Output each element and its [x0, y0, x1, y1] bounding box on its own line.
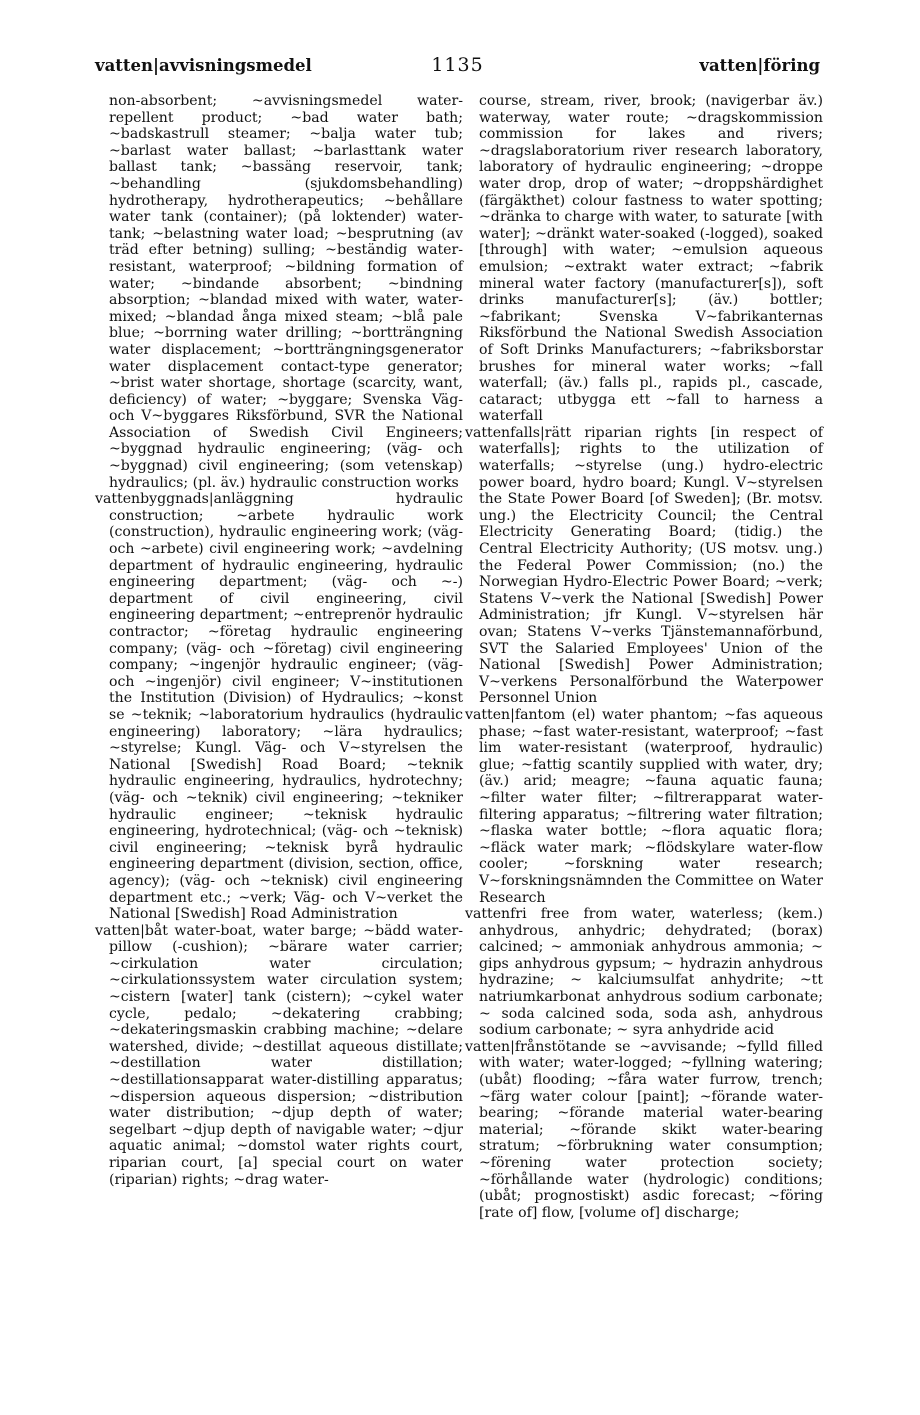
dictionary-entry: vattenfri free from water, waterless; (kem.) anhydrous, anhydric; dehydrated; (borax) calcined; ~ ammoniak anhydrous ammonia; ~ gips anhydrous gypsum; ~ hydrazin anhydrous hydrazine; ~ kalciumsulfat anhydrite; ~tt natriumkarbonat anhydrous sodium carbonate; ~ soda calcined soda, soda ash, anhydrous sodium carbonate; ~ syra anhydride acid	[465, 906, 823, 1039]
left-column	[95, 93, 463, 1188]
header-left-guide-word: vatten|avvisningsmedel	[95, 56, 312, 75]
page-number: 1135	[431, 54, 484, 76]
dictionary-entry: vatten|fantom (el) water phantom; ~fas aqueous phase; ~fast water-resistant, waterproof; ~fast lim water-resistant (waterproof, hydraulic) glue; ~fattig scantily supplied with water, dry; (äv.) arid; meagre; ~fauna aquatic fauna; ~filter water filter; ~filtrerapparat water-filtering apparatus; ~filtrering water filtration; ~flaska water bottle; ~flora aquatic flora; ~fläck water mark; ~flödskylare water-flow cooler; ~forskning water research; V~forskningsnämnden the Committee on Water Research	[465, 706, 823, 906]
dictionary-entry: vatten|frånstötande se ~avvisande; ~fylld filled with water; water-logged; ~fyllning watering; (ubåt) flooding; ~fåra water furrow, trench; ~färg water colour [paint]; ~förande water-bearing; ~förande material water-bearing material; ~förande skikt water-bearing stratum; ~förbrukning water consumption; ~förening water protection society; ~förhållande water (hydrologic) conditions; (ubåt; prognostiskt) asdic forecast; ~föring [rate of] flow, [volume of] discharge;	[465, 1038, 823, 1221]
dictionary-entry: course, stream, river, brook; (navigerbar äv.) waterway, water route; ~dragskommission commission for lakes and rivers; ~dragslaboratorium river research laboratory, laboratory of hydraulic engineering; ~droppe water drop, drop of water; ~droppshärdighet (färgäkthet) colour fastness to water spotting; ~dränka to charge with water, to saturate [with water]; ~dränkt water-soaked (-logged), soaked [through] with water; ~emulsion aqueous emulsion; ~extrakt water extract; ~fabrik mineral water factory (manufacturer[s]), soft drinks manufacturer[s]; (äv.) bottler; ~fabrikant; Svenska V~fabrikanternas Riksförbund the National Swedish Association of Soft Drinks Manufacturers; ~fabriksborstar brushes for mineral water works; ~fall waterfall; (äv.) falls pl., rapids pl., cascade, cataract; utbygga ett ~fall to harness a waterfall	[479, 93, 823, 425]
right-column	[465, 93, 823, 1221]
dictionary-entry: vattenfalls|rätt riparian rights [in respect of waterfalls]; rights to the utilization of waterfalls; ~styrelse (ung.) hydro-electric power board, hydro board; Kungl. V~styrelsen the State Power Board [of Sweden]; (Br. motsv. ung.) the Electricity Council; the Central Electricity Generating Board; (tidig.) the Central Electricity Authority; (US motsv. ung.) the Federal Power Commission; (no.) the Norwegian Hydro-Electric Power Board; ~verk; Statens V~verk the National [Swedish] Power Administration; jfr Kungl. V~styrelsen här ovan; Statens V~verks Tjänstemannaförbund, SVT the Salaried Employees' Union of the National [Swedish] Power Administration; V~verkens Personalförbund the Waterpower Personnel Union	[465, 424, 823, 707]
dictionary-entry: non-absorbent; ~avvisningsmedel water-repellent product; ~bad water bath; ~badskastrull steamer; ~balja water tub; ~barlast water ballast; ~barlasttank water ballast tank; ~bassäng reservoir, tank; ~behandling (sjukdomsbehandling) hydrotherapy, hydrotherapeutics; ~behållare water tank (container); (på loktender) water-tank; ~belastning water load; ~besprutning (av träd efter betning) sulling; ~beständig water-resistant, waterproof; ~bildning formation of water; ~bindande absorbent; ~bindning absorption; ~blandad mixed with water, water-mixed; ~blandad ånga mixed steam; ~blå pale blue; ~borrning water drilling; ~bortträngning water displacement; ~bortträngningsgenerator water displacement contact-type generator; ~brist water shortage, shortage (scarcity, want, deficiency) of water; ~byggare; Svenska Väg- och V~byggares Riksförbund, SVR the National Association of Swedish Civil Engineers; ~byggnad hydraulic engineering; (väg- och ~byggnad) civil engineering; (som vetenskap) hydraulics; (pl. äv.) hydraulic construction works	[109, 93, 463, 491]
dictionary-entry: vatten|båt water-boat, water barge; ~bädd water-pillow (-cushion); ~bärare water carrier; ~cirkulation water circulation; ~cirkulationssystem water circulation system; ~cistern [water] tank (cistern); ~cykel water cycle, pedalo; ~dekatering crabbing; ~dekateringsmaskin crabbing machine; ~delare watershed, divide; ~destillat aqueous distillate; ~destillation water distillation; ~destillationsapparat water-distilling apparatus; ~dispersion aqueous dispersion; ~distribution water distribution; ~djup depth of water; segelbart ~djup depth of navigable water; ~djur aquatic animal; ~domstol water rights court, riparian court, [a] special court on water (riparian) rights; ~drag water-	[95, 922, 463, 1188]
dictionary-entry: vattenbyggnads|anläggning hydraulic construction; ~arbete hydraulic work (construction), hydraulic engineering work; (väg- och ~arbete) civil engineering work; ~avdelning department of hydraulic engineering, hydraulic engineering department; (väg- och ~-) department of civil engineering, civil engineering department; ~entreprenör hydraulic contractor; ~företag hydraulic engineering company; (väg- och ~företag) civil engineering company; ~ingenjör hydraulic engineer; (väg- och ~ingenjör) civil engineer; V~institutionen the Institution (Division) of Hydraulics; ~konst se ~teknik; ~laboratorium hydraulics (hydraulic engineering) laboratory; ~lära hydraulics; ~styrelse; Kungl. Väg- och V~styrelsen the National [Swedish] Road Board; ~teknik hydraulic engineering, hydraulics, hydrotechny; (väg- och ~teknik) civil engineering; ~tekniker hydraulic engineer; ~teknisk hydraulic engineering, hydrotechnical; (väg- och ~teknisk) civil engineering; ~teknisk byrå hydraulic engineering department (division, section, office, agency); (väg- och ~teknisk) civil engineering department etc.; ~verk; Väg- och V~verket the National [Swedish] Road Administration	[95, 491, 463, 923]
page-header	[95, 56, 820, 82]
header-right-guide-word: vatten|föring	[699, 56, 820, 75]
